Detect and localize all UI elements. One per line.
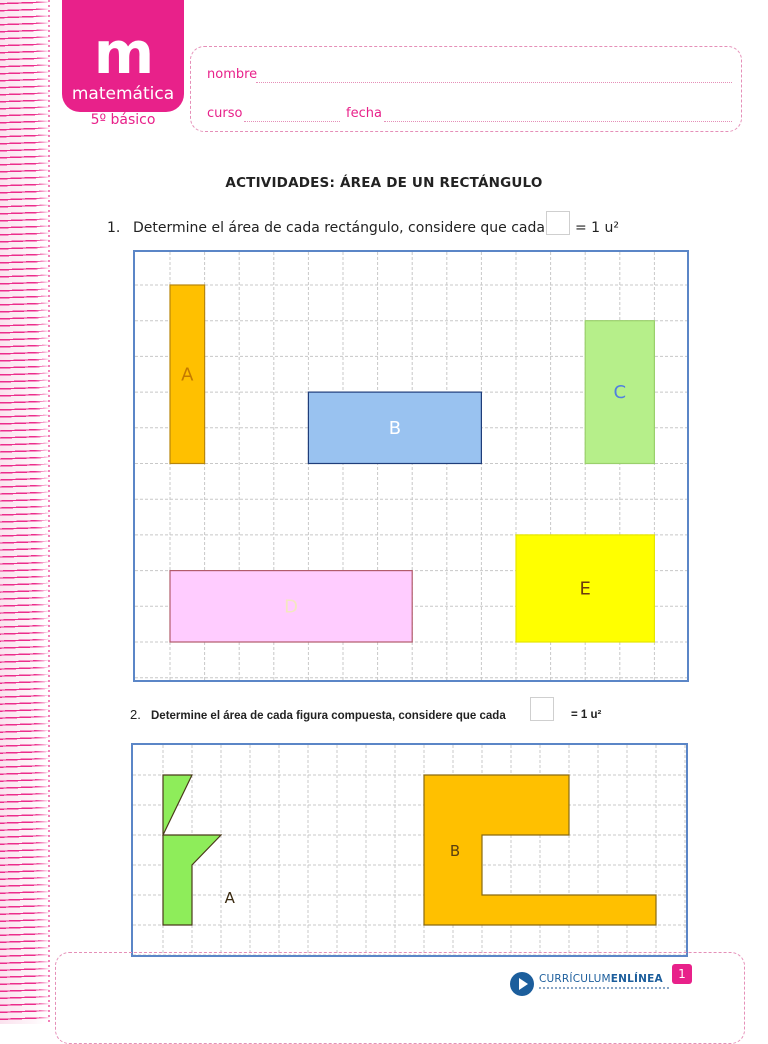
question-1-text: Determine el área de cada rectángulo, considere que cada — [133, 220, 545, 236]
composite-grid — [131, 743, 688, 957]
unit-square-icon — [546, 211, 570, 235]
subject-logo — [62, 0, 184, 112]
curriculum-brand — [539, 973, 663, 985]
rectangle-grid — [133, 250, 689, 682]
nombre-label: nombre — [207, 67, 258, 82]
question-2 — [130, 707, 506, 722]
rectangle-a-label: A — [181, 364, 194, 386]
question-1 — [107, 220, 545, 236]
unit-square-icon-2 — [530, 697, 554, 721]
logo-letter: m — [93, 19, 153, 87]
question-1-unit: = 1 u² — [575, 220, 620, 236]
figure-b-label: B — [449, 842, 461, 860]
grade-label: 5º básico — [90, 112, 156, 128]
brand-light: CURRÍCULUM — [539, 973, 611, 985]
rectangle-d-label: D — [284, 596, 299, 618]
question-2-text: Determine el área de cada figura compuesta, considere que cada — [151, 710, 506, 722]
rectangle-b-label: B — [388, 417, 402, 439]
fecha-field[interactable] — [384, 121, 732, 122]
curriculum-play-icon — [510, 972, 534, 996]
page-spine-edge — [48, 0, 50, 1024]
curso-field[interactable] — [244, 121, 340, 122]
page-title: ACTIVIDADES: ÁREA DE UN RECTÁNGULO — [225, 175, 543, 191]
figure-a-label: A — [224, 889, 235, 907]
curriculum-tagline — [539, 987, 669, 992]
question-1-number: 1. — [107, 220, 121, 236]
question-2-unit: = 1 u² — [571, 709, 602, 721]
brand-bold: ENLÍNEA — [610, 973, 663, 985]
logo-word: matemática — [71, 84, 175, 104]
page-spine-decoration — [0, 0, 50, 1024]
fecha-label: fecha — [346, 106, 382, 121]
page-number: 1 — [672, 964, 692, 984]
question-2-number: 2. — [130, 707, 141, 722]
rectangle-e-label: E — [579, 578, 591, 600]
student-info-frame — [190, 46, 742, 132]
curriculum-logo — [510, 970, 670, 1000]
curso-label: curso — [207, 106, 243, 121]
rectangle-c-label: C — [613, 382, 627, 404]
rectangle-grid-canvas — [135, 252, 687, 680]
composite-grid-canvas — [133, 745, 686, 955]
nombre-field[interactable] — [256, 82, 732, 83]
